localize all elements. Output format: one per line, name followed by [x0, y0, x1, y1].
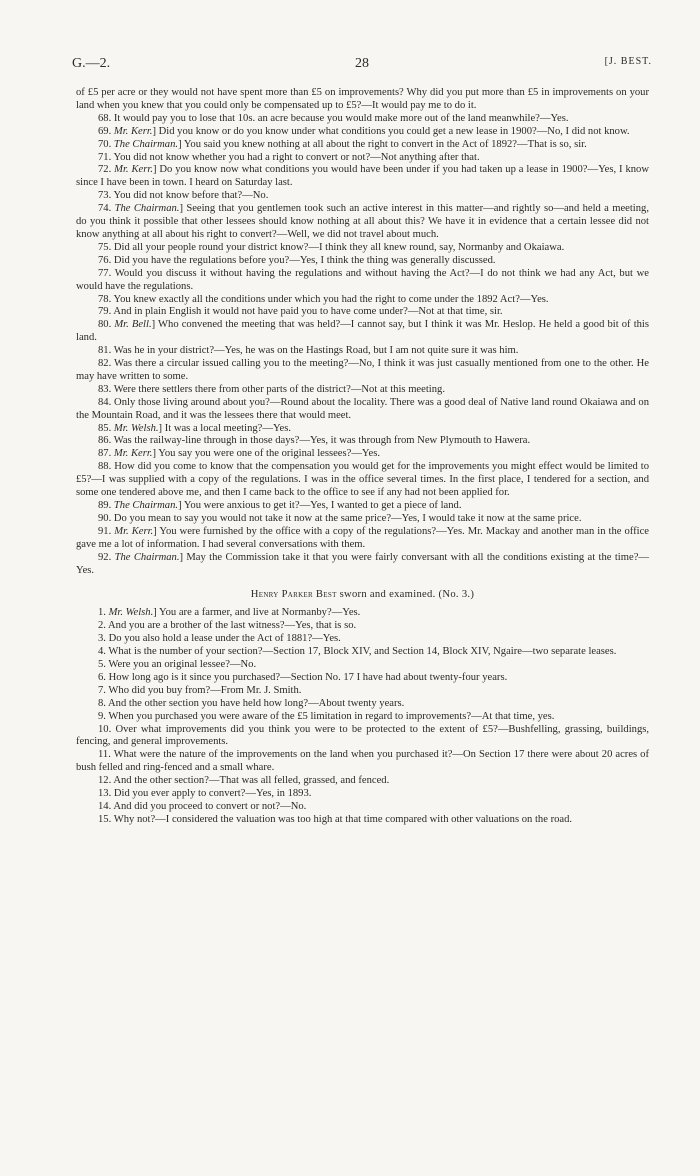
question-text: Why not?—I considered the valuation was too high at that time compared with other valuations on the road. — [113, 813, 573, 825]
question-text: Was he in your district?—Yes, he was on the Hastings Road, but I am not quite sure it was him. — [113, 345, 519, 357]
question-paragraph — [76, 268, 649, 294]
question-text: You did not know whether you had a right to convert or not?—Not anything after that. — [113, 151, 480, 163]
speaker-name: Mr. Welsh. — [113, 422, 159, 434]
speaker-name: Mr. Bell. — [114, 319, 152, 331]
question-text: ] Did you know or do you know under what conditions you could get a new lease in 1900?—No, I did not know. — [152, 125, 630, 137]
question-paragraph — [76, 633, 649, 646]
question-text: What were the nature of the improvements on the land when you purchased it?—On Section 17 there were about 20 acres of bush felled and ring-fenced and a small whare. — [76, 749, 649, 774]
question-paragraph — [76, 685, 649, 698]
question-number: 88. — [98, 461, 115, 473]
question-text: Do you mean to say you would not take it now at the same price?—Yes, I would take it now at the same price. — [113, 512, 582, 524]
question-paragraph — [76, 646, 649, 659]
question-number: 78. — [98, 293, 114, 305]
question-text: ] You were furnished by the office with a copy of the regulations?—Yes. Mr. Mackay and another man in the office gave me a lot of information. I had several conversations with them. — [76, 525, 650, 550]
question-paragraph — [76, 113, 649, 126]
question-text: And the other section you have held how long?—About twenty years. — [108, 697, 405, 709]
question-paragraph — [76, 255, 649, 268]
question-number: 15. — [98, 813, 114, 825]
speaker-name: The Chairman. — [114, 203, 180, 215]
document-body — [76, 87, 649, 827]
question-paragraph — [76, 152, 649, 165]
question-paragraph — [76, 358, 649, 384]
question-text: ] You were anxious to get it?—Yes, I wanted to get a piece of land. — [178, 500, 462, 511]
question-number: 1. — [98, 607, 109, 619]
question-paragraph — [76, 801, 649, 814]
question-text: Over what improvements did you think you were to be protected to the extent of £5?—Bushfelling, grassing, buildings, fencing, and general improvements. — [76, 723, 650, 748]
question-text: You did not know before that?—No. — [113, 190, 269, 202]
question-paragraph — [76, 384, 649, 397]
speaker-name: Mr. Welsh. — [108, 607, 154, 619]
question-paragraph — [76, 620, 649, 633]
question-number: 70. — [98, 138, 114, 150]
question-number: 13. — [98, 788, 114, 800]
question-number: 87. — [98, 448, 114, 460]
question-paragraph — [76, 345, 649, 358]
question-text: ] It was a local meeting?—Yes. — [158, 422, 292, 434]
report-code: G.—2. — [72, 56, 111, 71]
question-paragraph — [76, 435, 649, 448]
question-number: 77. — [98, 267, 115, 279]
question-number: 84. — [98, 396, 115, 408]
question-text: ] May the Commission take it that you were fairly conversant with all the conditions existing at the time?—Yes. — [76, 551, 649, 576]
question-number: 7. — [98, 684, 109, 696]
speaker-name: Mr. Kerr. — [114, 164, 153, 176]
question-text: Only those living around about you?—Round about the locality. There was a good deal of Native land round Okaiawa and on the Mountain Road, and it was the lessees there that would meet. — [76, 396, 649, 421]
question-paragraph — [76, 164, 649, 190]
question-text: Would you discuss it without having the regulations and without having the Act?—I do not think we had any Act, but we would have the regulations. — [76, 267, 649, 292]
question-number: 91. — [98, 525, 115, 537]
question-text: When you purchased you were aware of the £5 limitation in regard to improvements?—At that time, yes. — [108, 710, 555, 722]
question-text: ] You are a farmer, and live at Normanby?—Yes. — [153, 607, 361, 619]
evidence-part-2 — [76, 607, 649, 826]
question-number: 76. — [98, 254, 114, 266]
question-text: You knew exactly all the conditions under which you had the right to come under the 1892 Act?—Yes. — [113, 293, 549, 305]
question-paragraph — [76, 397, 649, 423]
question-text: How long ago is it since you purchased?—Section No. 17 I have had about twenty-four years. — [108, 671, 508, 683]
question-number: 82. — [98, 358, 115, 370]
question-paragraph — [76, 672, 649, 685]
question-number: 83. — [98, 383, 114, 395]
witness-tag: [J. BEST. — [604, 56, 652, 67]
question-number: 68. — [98, 112, 114, 124]
question-paragraph — [76, 190, 649, 203]
question-paragraph — [76, 711, 649, 724]
question-paragraph — [76, 659, 649, 672]
question-number: 79. — [98, 306, 114, 318]
question-number: 89. — [98, 500, 114, 511]
question-paragraph — [76, 552, 649, 578]
question-number: 72. — [98, 164, 115, 176]
question-paragraph — [76, 87, 649, 113]
question-text: How did you come to know that the compensation you would get for the improvements you might effect would be limited to £5?—I was supplied with a copy of the regulations. I was in the office several times. In the first place, I tendered for a section, and some one tendered above me, and then I came back to the office to see if any had not been applied for. — [76, 461, 650, 499]
speaker-name: Mr. Kerr. — [113, 448, 153, 460]
question-text: Were you an original lessee?—No. — [108, 658, 257, 670]
question-paragraph — [76, 607, 649, 620]
question-number: 2. — [98, 620, 109, 632]
witness-name: Henry Parker Best — [250, 589, 337, 601]
question-text: ] Who convened the meeting that was held?—I cannot say, but I think it was Mr. Heslop. He held a good bit of this land. — [76, 319, 650, 344]
speaker-name: The Chairman. — [114, 551, 180, 563]
question-number: 74. — [98, 203, 115, 215]
question-text: Who did you buy from?—From Mr. J. Smith. — [108, 684, 302, 696]
question-number: 75. — [98, 241, 114, 253]
question-paragraph — [76, 788, 649, 801]
page-header — [72, 56, 652, 76]
question-text: It would pay you to lose that 10s. an acre because you would make more out of the land meanwhile?—Yes. — [113, 112, 569, 124]
question-number: 73. — [98, 190, 114, 202]
speaker-name: Mr. Kerr. — [114, 525, 154, 537]
question-text: ] Do you know now what conditions you would have been under if you had taken up a lease in 1900?—Yes, I know since I have been in town. I heard on Saturday last. — [76, 164, 649, 189]
question-text: And in plain English it would not have paid you to have come under?—Not at that time, sir. — [113, 306, 503, 318]
speaker-name: The Chairman. — [113, 138, 179, 150]
question-number: 71. — [98, 151, 114, 163]
question-number: 85. — [98, 422, 114, 434]
evidence-part-1 — [76, 87, 649, 577]
question-text: ] Seeing that you gentlemen took such an active interest in this matter—and rightly so—and held a meeting, do you think it possible that other lessees should know nothing at all about this? We have it in evidence that a certain lessee did not know anything at all about his right to convert?—Well, we did not travel about much. — [76, 203, 649, 240]
question-text: Was there a circular issued calling you to the meeting?—No, I think it was just casually mentioned from one to the other. He may have written to some. — [76, 358, 650, 382]
question-paragraph — [76, 500, 649, 513]
section-heading — [76, 589, 649, 602]
question-text: Did all your people round your district know?—I think they all knew round, say, Normanby and Okaiawa. — [113, 241, 565, 253]
section-heading-rest: sworn and examined. (No. 3.) — [336, 589, 475, 601]
question-number: 5. — [98, 658, 109, 670]
question-paragraph — [76, 461, 649, 500]
question-number: 92. — [98, 551, 115, 563]
question-paragraph — [76, 203, 649, 242]
question-text: Did you ever apply to convert?—Yes, in 1893. — [113, 788, 312, 800]
question-number: 10. — [98, 723, 116, 735]
question-paragraph — [76, 814, 649, 827]
question-text: And you are a brother of the last witness?—Yes, that is so. — [108, 620, 357, 632]
question-number: 4. — [98, 646, 109, 658]
question-paragraph — [76, 526, 649, 552]
question-number: 11. — [98, 749, 114, 761]
question-paragraph — [76, 775, 649, 788]
question-number: 80. — [98, 319, 115, 331]
question-paragraph — [76, 448, 649, 461]
question-text: Do you also hold a lease under the Act of 1881?—Yes. — [108, 633, 341, 645]
question-number: 8. — [98, 697, 109, 709]
question-text: of £5 per acre or they would not have spent more than £5 on improvements? Why did you put more than £5 in improvements on your land when you knew that you could only be compensated up to £5?—It would pay me to do it. — [76, 87, 649, 111]
question-number: 3. — [98, 633, 109, 645]
question-text: What is the number of your section?—Section 17, Block XIV, and Section 14, Block XIV, Ngaire—two separate leases. — [108, 646, 617, 658]
question-number: 90. — [98, 512, 114, 524]
question-number: 14. — [98, 800, 114, 812]
question-paragraph — [76, 423, 649, 436]
speaker-name: Mr. Kerr. — [113, 125, 153, 137]
question-number: 6. — [98, 671, 109, 683]
question-text: And the other section?—That was all felled, grassed, and fenced. — [113, 775, 390, 787]
question-number: 12. — [98, 775, 114, 787]
question-text: Did you have the regulations before you?—Yes, I think the thing was generally discussed. — [113, 254, 496, 266]
question-paragraph — [76, 319, 649, 345]
question-paragraph — [76, 749, 649, 775]
question-paragraph — [76, 294, 649, 307]
speaker-name: The Chairman. — [113, 500, 179, 511]
question-text: Were there settlers there from other parts of the district?—Not at this meeting. — [113, 383, 445, 395]
question-paragraph — [76, 724, 649, 750]
question-number: 69. — [98, 125, 114, 137]
question-number: 86. — [98, 435, 114, 447]
question-paragraph — [76, 698, 649, 711]
question-text: ] You say you were one of the original lessees?—Yes. — [152, 448, 380, 460]
question-text: Was the railway-line through in those days?—Yes, it was through from New Plymouth to Hawera. — [113, 435, 531, 447]
question-paragraph — [76, 513, 649, 526]
question-paragraph — [76, 306, 649, 319]
question-text: And did you proceed to convert or not?—No. — [113, 800, 307, 812]
page-number: 28 — [355, 56, 369, 71]
question-paragraph — [76, 126, 649, 139]
question-text: ] You said you knew nothing at all about the right to convert in the Act of 1892?—That is so, sir. — [178, 138, 587, 150]
question-paragraph — [76, 242, 649, 255]
question-paragraph — [76, 139, 649, 152]
question-number: 81. — [98, 345, 114, 357]
question-number: 9. — [98, 710, 109, 722]
